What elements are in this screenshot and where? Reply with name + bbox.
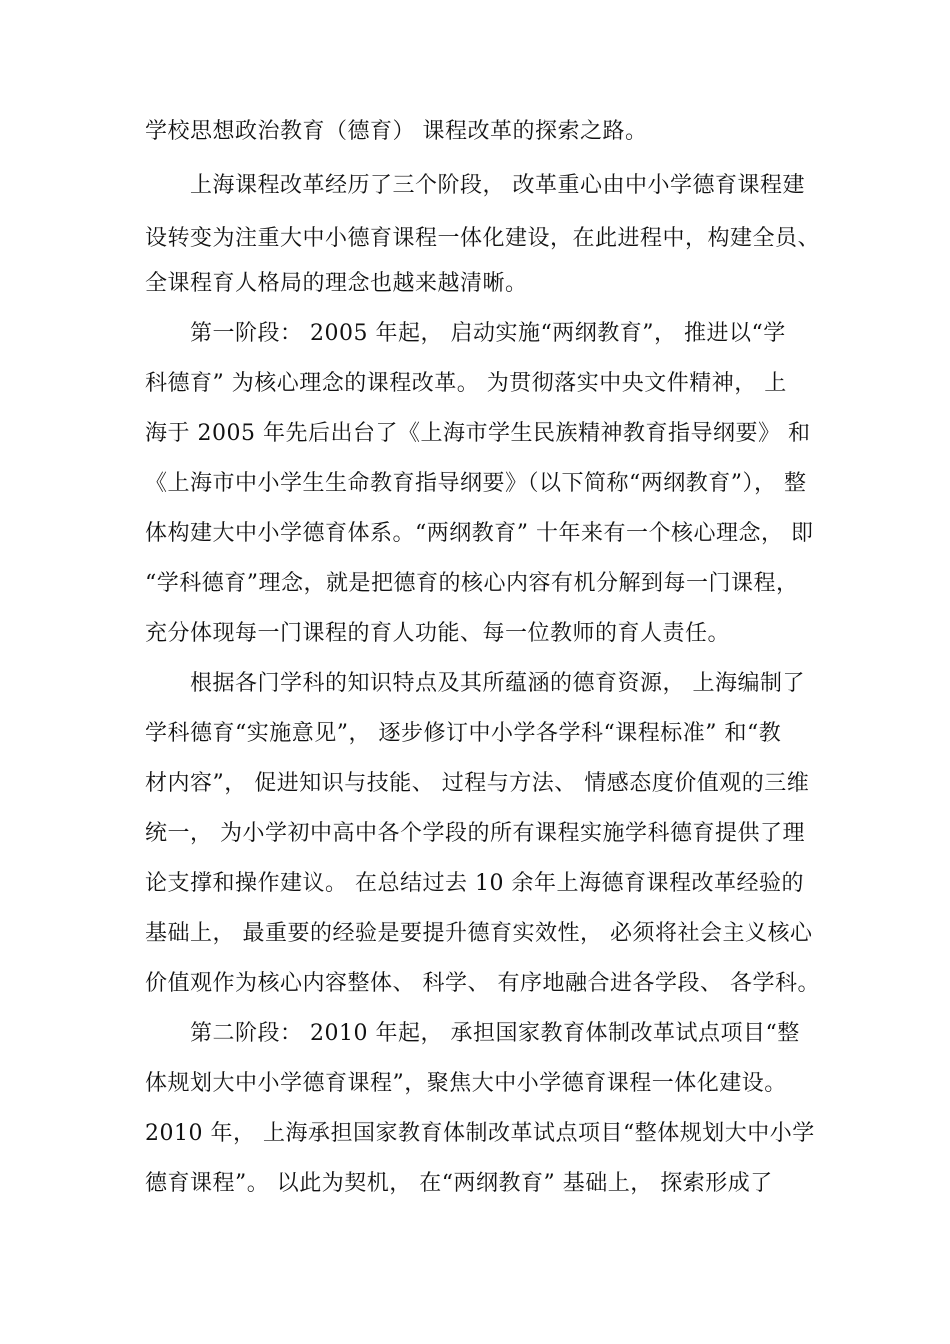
text-line: 2010 年， 上海承担国家教育体制改革试点项目“整体规划大中小学 <box>145 1121 815 1146</box>
text-line: 科德育” 为核心理念的课程改革。 为贯彻落实中央文件精神， 上 <box>145 371 787 396</box>
text-line: 统一， 为小学初中高中各个学段的所有课程实施学科德育提供了理 <box>145 821 805 846</box>
paragraph-start-line: 第一阶段： 2005 年起， 启动实施“两纲教育”， 推进以“学 <box>190 321 786 346</box>
text-line: 体构建大中小学德育体系。“两纲教育” 十年来有一个核心理念， 即 <box>145 521 814 546</box>
text-line: 基础上， 最重要的经验是要提升德育实效性， 必须将社会主义核心 <box>145 921 813 946</box>
paragraph-start-line: 根据各门学科的知识特点及其所蕴涵的德育资源， 上海编制了 <box>190 671 805 696</box>
text-line: 材内容”， 促进知识与技能、 过程与方法、 情感态度价值观的三维 <box>145 771 810 796</box>
text-line: 价值观作为核心内容整体、 科学、 有序地融合进各学段、 各学科。 <box>145 971 820 996</box>
text-line: 《上海市中小学生生命教育指导纲要》（以下简称“两纲教育”）， 整 <box>145 471 807 496</box>
text-line: 学校思想政治教育（德育） 课程改革的探索之路。 <box>145 119 648 144</box>
text-line: 德育课程”。 以此为契机， 在“两纲教育” 基础上， 探索形成了 <box>145 1171 773 1196</box>
paragraph-start-line: 上海课程改革经历了三个阶段， 改革重心由中小学德育课程建 <box>190 173 805 198</box>
text-line: 论支撑和操作建议。 在总结过去 10 余年上海德育课程改革经验的 <box>145 871 804 896</box>
text-line: 充分体现每一门课程的育人功能、每一位教师的育人责任。 <box>145 621 731 646</box>
text-line: 体规划大中小学德育课程”，聚焦大中小学德育课程一体化建设。 <box>145 1071 787 1096</box>
text-line: 学科德育“实施意见”， 逐步修订中小学各学科“课程标准” 和“教 <box>145 721 782 746</box>
paragraph-start-line: 第二阶段： 2010 年起， 承担国家教育体制改革试点项目“整 <box>190 1021 800 1046</box>
text-line: “学科德育”理念，就是把德育的核心内容有机分解到每一门课程， <box>145 571 799 596</box>
text-line: 全课程育人格局的理念也越来越清晰。 <box>145 271 528 296</box>
text-line: 设转变为注重大中小德育课程一体化建设，在此进程中，构建全员、 <box>145 226 821 251</box>
text-line: 海于 2005 年先后出台了《上海市学生民族精神教育指导纲要》 和 <box>145 421 811 446</box>
